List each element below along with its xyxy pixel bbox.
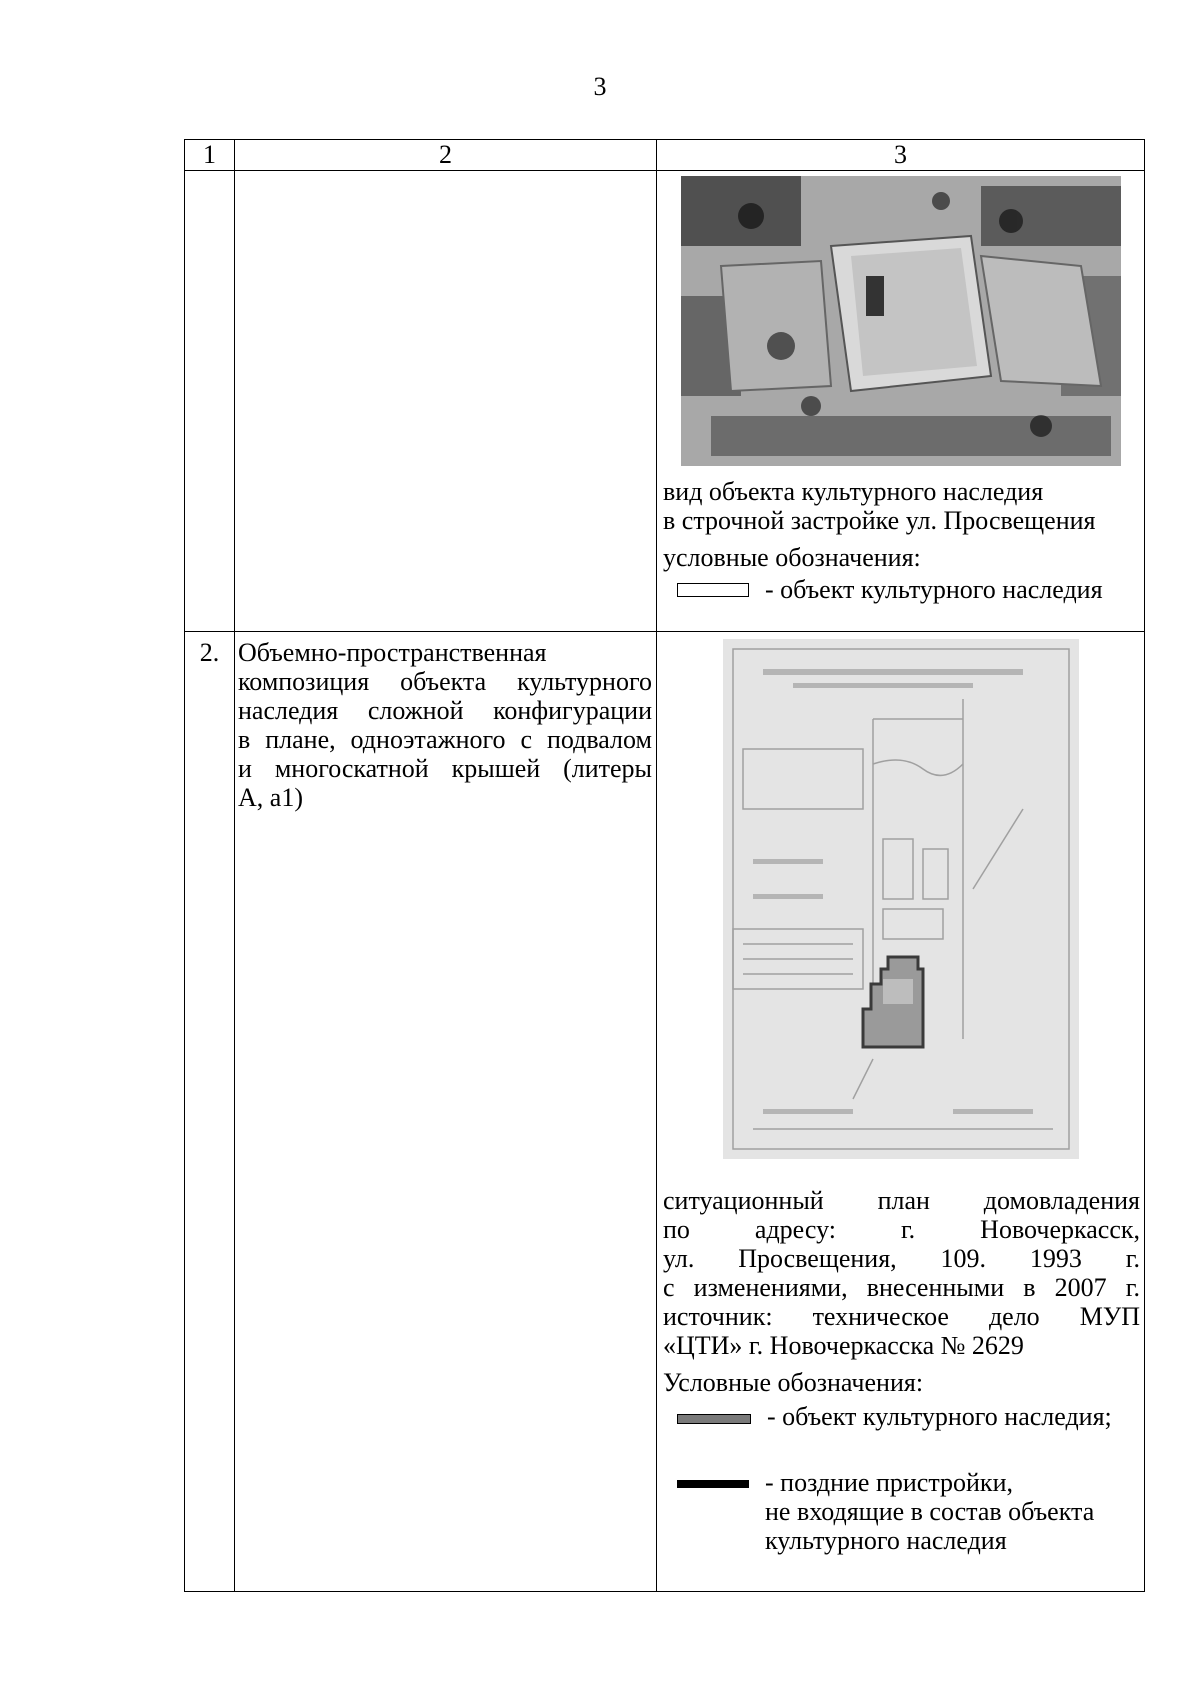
header-cell-3: 3	[657, 140, 1145, 171]
row2-description	[235, 632, 657, 1592]
row2-number: 2.	[185, 632, 235, 1592]
table-row	[185, 632, 1145, 1592]
table-header-row	[185, 140, 1145, 171]
description-line: Объемно-пространственная	[238, 638, 547, 667]
legend-item-label: - объект культурного наследия;	[767, 1402, 1112, 1431]
page-number: 3	[593, 72, 607, 101]
row1-number-cell	[185, 171, 235, 632]
plan-caption	[663, 1186, 1140, 1360]
description-line: А, а1)	[238, 783, 303, 812]
legend-item-label: культурного наследия	[765, 1526, 1007, 1555]
photo-caption-line: в строчной застройке ул. Просвещения	[663, 506, 1096, 535]
aerial-photo	[681, 176, 1121, 466]
legend-item-heritage-object	[677, 1402, 1142, 1431]
plan-caption-line: ул. Просвещения, 109. 1993 г.	[663, 1244, 1140, 1273]
description-line: и многоскатной крышей (литеры	[238, 754, 652, 783]
plan-caption-line: источник: техническое дело МУП	[663, 1302, 1140, 1331]
description-line: композиция объекта культурного	[238, 667, 652, 696]
row1-illustration-cell	[657, 171, 1145, 632]
legend-item-heritage-outline	[677, 575, 1142, 604]
legend-item-label: не входящие в состав объекта	[765, 1497, 1095, 1526]
gray-swatch-icon	[677, 1414, 751, 1424]
plan-caption-line: с изменениями, внесенными в 2007 г.	[663, 1273, 1140, 1302]
header-cell-2: 2	[235, 140, 657, 171]
header-cell-1: 1	[185, 140, 235, 171]
legend-title: условные обозначения:	[663, 543, 921, 572]
outline-swatch-icon	[677, 583, 749, 597]
photo-caption	[663, 477, 1140, 535]
legend-item-label: - объект культурного наследия	[765, 575, 1103, 604]
plan-caption-line: ситуационный план домовладения	[663, 1186, 1140, 1215]
description-line: наследия сложной конфигурации	[238, 696, 652, 725]
legend-item-later-additions	[677, 1468, 1142, 1555]
description-line: в плане, одноэтажного с подвалом	[238, 725, 652, 754]
row2-illustration-cell	[657, 632, 1145, 1592]
photo-caption-line: вид объекта культурного наследия	[663, 477, 1044, 506]
legend-title: Условные обозначения:	[663, 1368, 924, 1397]
row1-description-cell	[235, 171, 657, 632]
black-swatch-icon	[677, 1480, 749, 1488]
site-plan-image	[723, 639, 1079, 1159]
plan-caption-line: «ЦТИ» г. Новочеркасска № 2629	[663, 1331, 1024, 1360]
table-row	[185, 171, 1145, 632]
legend-item-label: - поздние пристройки,	[765, 1468, 1013, 1497]
plan-caption-line: по адресу: г. Новочеркасск,	[663, 1215, 1140, 1244]
heritage-table	[184, 139, 1145, 1592]
